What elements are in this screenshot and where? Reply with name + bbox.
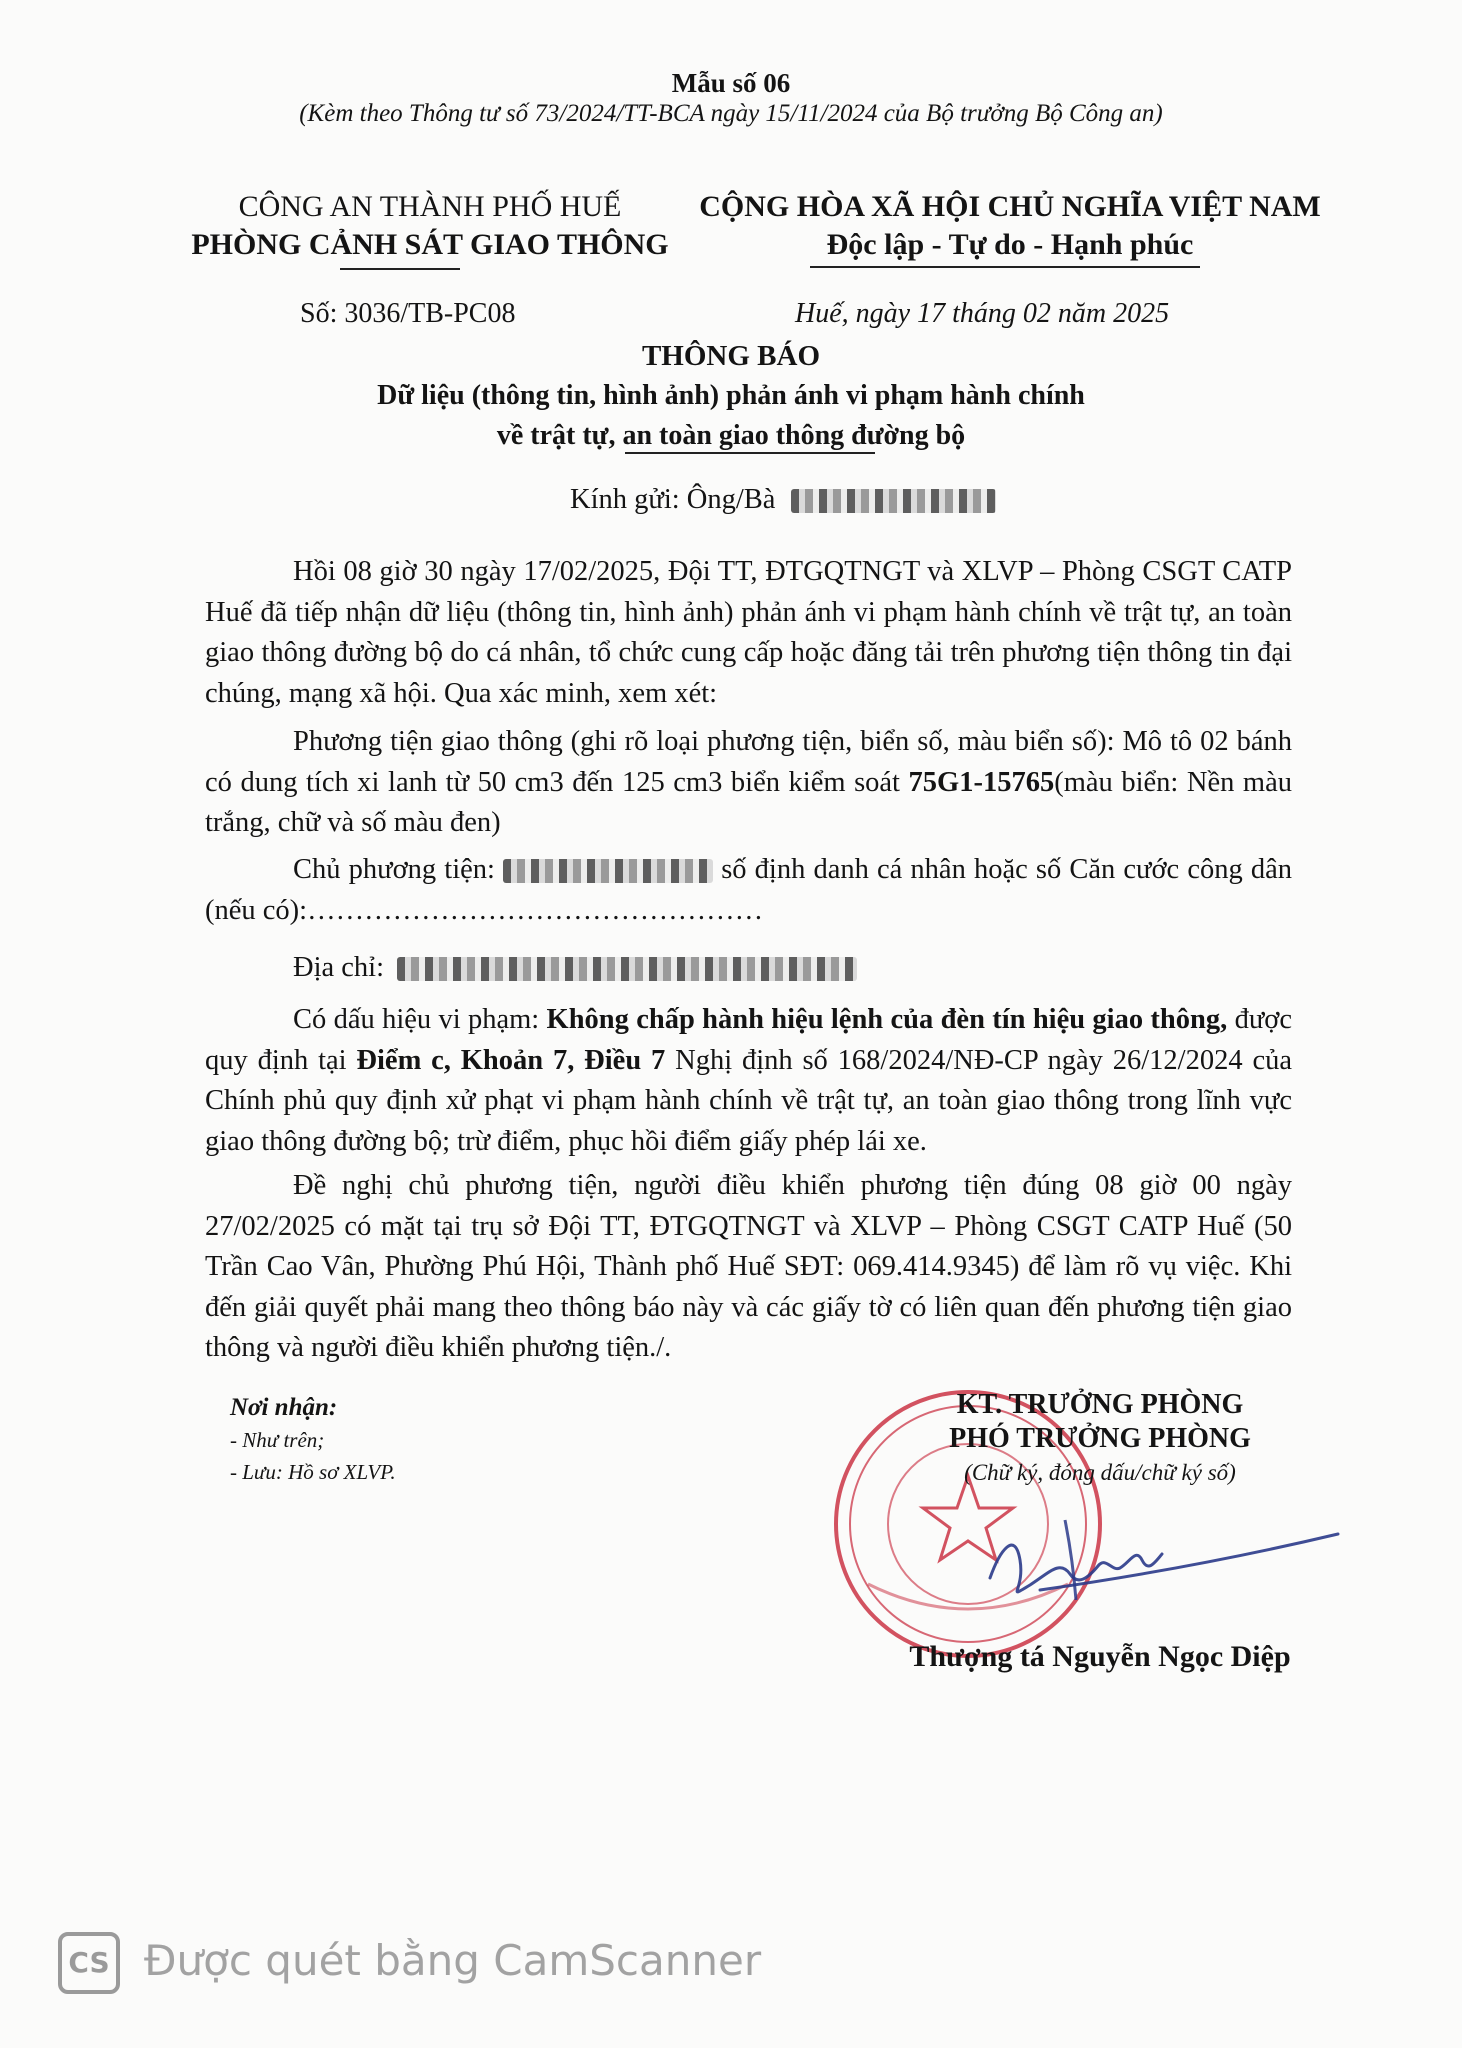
- signature-note: (Chữ ký, đóng dấu/chữ ký số): [964, 1460, 1236, 1485]
- issuing-agency: [160, 188, 700, 264]
- vehicle-description: Phương tiện giao thông (ghi rõ loại phương tiện, biển số, màu biển số): Mô tô 02 bánh có dung tích xi lanh từ 50 cm3 đến 125 cm3 biển kiểm soát: [205, 726, 1292, 798]
- violation-decree: Nghị định số 168/2024/NĐ-CP ngày 26/12/2024 của Chính phủ quy định xử phạt vi phạm hành chính về trật tự, an toàn giao thông trong lĩnh vực giao thông đường bộ; trừ điểm, phục hồi điểm giấy phép lái xe.: [205, 1044, 1292, 1157]
- paragraph-receipt: Hồi 08 giờ 30 ngày 17/02/2025, Đội TT, ĐTGQTNGT và XLVP – Phòng CSGT CATP Huế đã tiếp nhận dữ liệu (thông tin, hình ảnh) phản ánh vi phạm hành chính về trật tự, an toàn giao thông đường bộ do cá nhân, tổ chức cung cấp hoặc đăng tải trên phương tiện thông tin đại chúng, mạng xã hội. Qua xác minh, xem xét:: [205, 556, 1292, 709]
- violation-description: Không chấp hành hiệu lệnh của đèn tín hiệu giao thông,: [546, 1004, 1228, 1035]
- agency-underline: [340, 268, 460, 270]
- national-motto: [680, 188, 1340, 264]
- paragraph-address: [205, 948, 1292, 989]
- agency-department: PHÒNG CẢNH SÁT GIAO THÔNG: [191, 228, 669, 261]
- form-reference: (Kèm theo Thông tư số 73/2024/TT-BCA ngày 15/11/2024 của Bộ trưởng Bộ Công an): [299, 100, 1163, 127]
- document-subtitle-2: về trật tự, an toàn giao thông đường bộ: [496, 420, 966, 451]
- agency-parent: CÔNG AN THÀNH PHỐ HUẾ: [238, 190, 622, 223]
- address-label: Địa chỉ:: [293, 952, 385, 983]
- violation-label: Có dấu hiệu vi phạm:: [293, 1004, 547, 1035]
- recipient-item: - Như trên;: [230, 1428, 325, 1452]
- greeting-label: Kính gửi: Ông/Bà: [570, 484, 776, 515]
- paragraph-owner: [205, 850, 1292, 931]
- document-number: Số: 3036/TB-PC08: [300, 298, 516, 329]
- form-number: Mẫu số 06: [671, 68, 791, 98]
- paragraph-violation: [205, 1000, 1292, 1162]
- redacted-recipient-name: [791, 489, 996, 513]
- greeting: [570, 484, 996, 516]
- document-subtitle-1: Dữ liệu (thông tin, hình ảnh) phản ánh vi phạm hành chính: [377, 380, 1085, 411]
- camscanner-logo-icon: CS: [58, 1932, 120, 1994]
- owner-label: Chủ phương tiện:: [293, 854, 495, 885]
- redacted-owner-name: [503, 859, 713, 883]
- recipient-item: - Lưu: Hồ sơ XLVP.: [230, 1460, 396, 1484]
- violation-clause: Điểm c, Khoản 7, Điều 7: [356, 1044, 666, 1076]
- recipients-block: [230, 1392, 396, 1488]
- subtitle-underline: [625, 452, 875, 454]
- signature-title-2: PHÓ TRƯỞNG PHÒNG: [949, 1423, 1251, 1454]
- motto-underline: [810, 266, 1200, 268]
- violation-regulated-by: được quy định tại: [205, 1004, 1292, 1076]
- paragraph-vehicle: [205, 722, 1292, 844]
- motto: Độc lập - Tự do - Hạnh phúc: [826, 228, 1194, 261]
- handwritten-signature-icon: [970, 1490, 1340, 1620]
- license-plate: 75G1-15765: [908, 766, 1055, 798]
- signature-title-1: KT. TRƯỞNG PHÒNG: [956, 1389, 1244, 1420]
- document-title: THÔNG BÁO: [641, 340, 821, 372]
- plate-color: (màu biển: Nền màu trắng, chữ và số màu đen): [205, 766, 1292, 838]
- recipients-label: Nơi nhận:: [230, 1394, 338, 1421]
- redacted-address: [397, 957, 857, 981]
- country-name: CỘNG HÒA XÃ HỘI CHỦ NGHĨA VIỆT NAM: [699, 190, 1321, 223]
- watermark-text: Được quét bằng CamScanner: [144, 1936, 762, 1985]
- owner-id-text: số định danh cá nhân hoặc số Căn cước công dân (nếu có):…………………………………………: [205, 854, 1293, 926]
- signer-name: Thượng tá Nguyễn Ngọc Diệp: [909, 1640, 1291, 1673]
- signature-block: [820, 1388, 1380, 1490]
- document-date: Huế, ngày 17 tháng 02 năm 2025: [795, 298, 1170, 329]
- paragraph-request: Đề nghị chủ phương tiện, người điều khiển phương tiện đúng 08 giờ 00 ngày 27/02/2025 có mặt tại trụ sở Đội TT, ĐTGQTNGT và XLVP – Phòng CSGT CATP Huế (50 Trần Cao Vân, Phường Phú Hội, Thành phố Huế SĐT: 069.414.9345) để làm rõ vụ việc. Khi đến giải quyết phải mang theo thông báo này và các giấy tờ có liên quan đến phương tiện giao thông và người điều khiển phương tiện./.: [205, 1170, 1292, 1363]
